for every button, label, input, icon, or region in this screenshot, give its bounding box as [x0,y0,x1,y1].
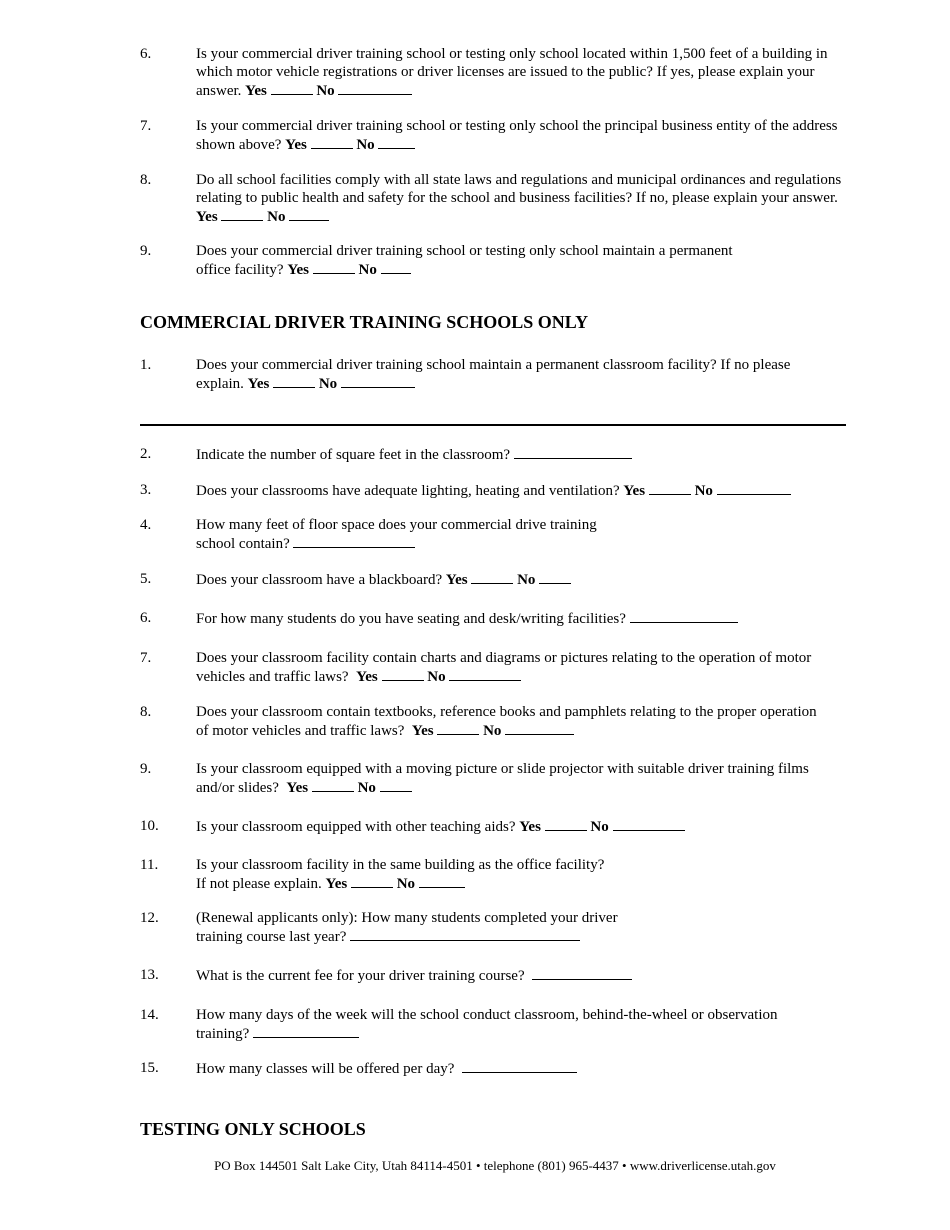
yes-answer-line[interactable] [271,81,313,95]
yes-label: Yes [623,483,646,499]
cdts-question-8 [140,703,860,740]
question-text: Does your classroom contain textbooks, reference books and pamphlets relating to the proper operation [196,704,817,720]
answer-line[interactable] [293,534,415,548]
question-number: 5. [140,571,152,587]
question-text-line2: explain. [196,376,244,392]
cdts-question-12 [140,909,860,946]
answer-line[interactable] [350,927,580,941]
question-number: 15. [140,1060,159,1076]
no-label: No [318,376,338,392]
cdts-question-3 [140,481,860,500]
yes-answer-line[interactable] [545,817,587,831]
answer-line[interactable] [462,1059,577,1073]
question-text-line2: training course last year? [196,929,347,945]
no-answer-line[interactable] [378,135,415,149]
cdts-question-13 [140,966,860,985]
yes-answer-line[interactable] [382,667,424,681]
no-label: No [517,572,536,588]
question-number: 9. [140,243,152,259]
question-number: 7. [140,118,152,134]
answer-line[interactable] [253,1024,359,1038]
no-label: No [316,83,335,99]
no-label: No [427,669,446,685]
question-text: Does your classroom facility contain charts and diagrams or pictures relating to the operation of motor [196,650,812,666]
yes-answer-line[interactable] [311,135,353,149]
question-9 [140,242,860,279]
cdts-question-4 [140,516,860,553]
cdts-question-2 [140,445,860,464]
no-answer-line[interactable] [717,481,791,495]
yes-label: Yes [411,723,434,739]
no-label: No [483,723,502,739]
no-label: No [396,876,416,892]
cdts-question-6 [140,609,860,628]
question-number: 8. [140,704,152,720]
explanation-line[interactable] [140,424,846,426]
section-heading-testing: TESTING ONLY SCHOOLS [140,1119,366,1139]
cdts-question-11 [140,856,860,893]
question-text-line2: If not please explain. [196,876,322,892]
no-answer-line[interactable] [380,778,412,792]
question-text-line2: of motor vehicles and traffic laws? [196,723,405,739]
no-answer-line[interactable] [381,260,411,274]
question-text: How many feet of floor space does your commercial drive training [196,517,597,533]
no-label: No [694,483,713,499]
question-number: 3. [140,482,152,498]
yes-label: Yes [285,137,307,153]
yes-answer-line[interactable] [649,481,691,495]
question-number: 4. [140,517,152,533]
question-text: Do all school facilities comply with all state laws and regulations and municipal ordinances and regulations relating to public health and safety for the school and business facilities? If no, please explain your answer. [196,172,842,206]
yes-label: Yes [325,876,348,892]
no-answer-line[interactable] [613,817,685,831]
question-number: 6. [140,46,152,62]
question-text: Is your classroom facility in the same building as the office facility? [196,857,605,873]
question-text: What is the current fee for your driver training course? [196,968,525,984]
question-text: Is your classroom equipped with a moving picture or slide projector with suitable driver training films [196,761,809,777]
question-text: Is your commercial driver training school or testing only school the principal business entity of the address shown above? [196,118,838,153]
question-number: 11. [140,857,159,873]
question-text: How many days of the week will the school conduct classroom, behind-the-wheel or observation [196,1007,778,1023]
no-answer-line[interactable] [338,81,412,95]
cdts-question-15 [140,1059,860,1078]
no-label: No [590,819,609,835]
question-number: 1. [140,357,152,373]
no-label: No [357,780,376,796]
question-text: Does your commercial driver training school maintain a permanent classroom facility? If no please [196,357,791,373]
yes-label: Yes [356,669,378,685]
yes-answer-line[interactable] [273,374,315,388]
yes-label: Yes [196,209,218,225]
question-7 [140,117,860,154]
answer-line[interactable] [532,966,632,980]
question-text: Does your classrooms have adequate lighting, heating and ventilation? [196,483,620,499]
yes-label: Yes [519,819,541,835]
no-answer-line[interactable] [505,721,574,735]
question-text: Does your classroom have a blackboard? [196,572,443,588]
no-answer-line[interactable] [539,570,571,584]
question-text-line2: and/or slides? [196,780,279,796]
section-heading-commercial: COMMERCIAL DRIVER TRAINING SCHOOLS ONLY [140,312,589,332]
question-number: 12. [140,910,159,926]
cdts-question-10 [140,817,860,836]
footer-contact: PO Box 144501 Salt Lake City, Utah 84114-4501 • telephone (801) 965-4437 • www.driverlicense.utah.gov [214,1158,776,1173]
question-text: Is your commercial driver training school or testing only school located within 1,500 feet of a building in which motor vehicle registrations or driver licenses are issued to the public? If yes, please explain your answer. [196,46,828,99]
yes-label: Yes [247,376,270,392]
no-answer-line[interactable] [289,207,329,221]
cdts-question-14 [140,1006,860,1043]
question-text-line2: vehicles and traffic laws? [196,669,349,685]
no-label: No [356,137,375,153]
yes-answer-line[interactable] [437,721,479,735]
question-number: 6. [140,610,152,626]
no-label: No [358,262,377,278]
question-text-line2: office facility? [196,262,284,278]
question-text: (Renewal applicants only): How many students completed your driver [196,910,618,926]
question-number: 7. [140,650,152,666]
yes-answer-line[interactable] [471,570,513,584]
question-text: How many classes will be offered per day? [196,1061,455,1077]
cdts-question-7 [140,649,860,686]
no-label: No [267,209,286,225]
question-text: Indicate the number of square feet in the classroom? [196,447,511,463]
yes-label: Yes [245,83,267,99]
cdts-question-9 [140,760,860,797]
question-text: Is your classroom equipped with other teaching aids? [196,819,516,835]
no-answer-line[interactable] [419,874,465,888]
question-number: 8. [140,172,152,188]
yes-label: Yes [445,572,468,588]
answer-line[interactable] [514,445,632,459]
no-answer-line[interactable] [449,667,521,681]
yes-answer-line[interactable] [351,874,393,888]
question-number: 10. [140,818,159,834]
cdts-question-1 [140,356,860,393]
question-number: 2. [140,446,152,462]
question-8 [140,171,860,226]
question-number: 14. [140,1007,159,1023]
yes-label: Yes [287,262,310,278]
question-text-line2: school contain? [196,536,290,552]
yes-answer-line[interactable] [312,778,354,792]
yes-answer-line[interactable] [313,260,355,274]
question-text-line2: training? [196,1026,250,1042]
question-text: For how many students do you have seating and desk/writing facilities? [196,611,626,627]
question-text: Does your commercial driver training school or testing only school maintain a permanent [196,243,733,259]
question-number: 9. [140,761,152,777]
question-6 [140,45,860,100]
yes-answer-line[interactable] [221,207,263,221]
question-number: 13. [140,967,159,983]
yes-label: Yes [286,780,309,796]
cdts-question-5 [140,570,860,589]
answer-line[interactable] [630,609,738,623]
no-answer-line[interactable] [341,374,415,388]
